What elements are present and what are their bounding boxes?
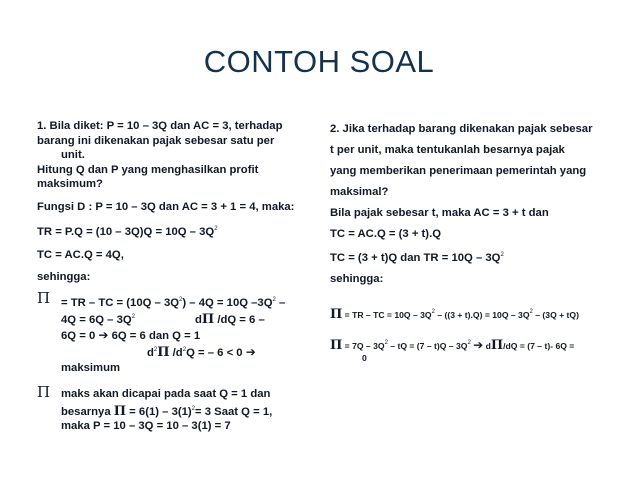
problem-2-column (330, 119, 610, 364)
tr-equation: TR = $P.Q = (10 - 3Q)Q = 10Q - 3Q^2$ (37, 226, 218, 238)
pi-symbol: Π (330, 307, 343, 322)
slide-title: CONTOH SOAL (203, 44, 435, 79)
problem-1-line-2: barang ini dikenakan pajak sebesar satu per (37, 134, 275, 147)
problem-2-profit-line: Π = TR – TC = $10Q - 3Q^2 - ((3 + t).Q) = 10Q - 3Q^2 - (3Q + tQ)$ (330, 307, 579, 322)
profit-line-2: $4Q = 6Q - 3Q^2$ dΠ /dQ = 6 – (61, 312, 265, 327)
maximum-line-1: maks akan dicapai pada saat Q = 1 dan (61, 388, 271, 400)
sehingga-label: sehingga: (37, 271, 91, 283)
demand-function-line: Fungsi D : P = 10 – 3Q dan AC = 3 + 1 = 4, maka: (37, 200, 295, 213)
pi-bullet-icon: Π (37, 383, 51, 401)
arrow-right-icon: ➔ (245, 345, 256, 359)
maximum-line-3: maka P = 10 – 3Q = 10 – 3(1) = 7 (61, 420, 231, 432)
pi-symbol: Π (490, 338, 504, 353)
arrow-right-icon: ➔ (473, 338, 484, 352)
profit-line-5: maksimum (61, 361, 121, 374)
pi-symbol: Π (113, 403, 127, 419)
problem-2-derivative-line: $\Pi = 7Q - 3Q^2$ – tQ = $(7 - t)Q - 3Q^2$ ➔ dΠ/dQ = (7 – t)- 6Q = (330, 338, 575, 353)
profit-line-3: 6Q = 0 ➔ 6Q = 6 dan Q = 1 (61, 327, 201, 342)
pi-symbol: Π (330, 338, 343, 353)
problem-1-line-5: maksimum? (37, 178, 103, 190)
problem-2-line-2: t per unit, maka tentukanlah besarnya pajak (330, 144, 565, 156)
problem-1-column (37, 119, 305, 434)
profit-line-4: $d^2\Pi$ $/d^2Q$ = – 6 < 0 ➔ (147, 345, 256, 360)
problem-2-sehingga: sehingga: (330, 273, 384, 285)
problem-2-zero: 0 (362, 353, 367, 363)
maximum-line-2: besarnya $\Pi = 6(1) - 3(1)^2= 3$ Saat Q = 1, (61, 403, 273, 419)
pi-symbol: Π (157, 345, 170, 360)
problem-2-line-4: maksimal? (330, 186, 389, 198)
arrow-right-icon: ➔ (98, 327, 109, 342)
problem-2-line-1: 2. Jika terhadap barang dikenakan pajak sebesar (330, 123, 593, 135)
tc-equation: TC = AC.Q = 4Q, (37, 248, 124, 261)
problem-2-tr-line: TC = (3 + t)Q dan TR = $10Q - 3Q^2$ (330, 252, 504, 264)
pi-bullet-icon: Π (37, 288, 51, 307)
maximum-bullet (37, 383, 305, 434)
pi-symbol: Π (201, 312, 215, 327)
problem-1-line-1: 1. Bila diket: P = 10 – 3Q dan AC = 3, terhadap (37, 120, 283, 132)
problem-1-line-3: unit. (61, 149, 85, 161)
problem-2-line-5: Bila pajak sebesar t, maka AC = 3 + t dan (330, 207, 549, 219)
problem-2-line-3: yang memberikan penerimaan pemerintah yang (330, 165, 587, 177)
profit-derivation-bullet (37, 288, 305, 376)
profit-line-1: = TR – TC = $(10Q - 3Q^2) - 4Q = 10Q$ $-3Q^2$ – (61, 296, 286, 309)
problem-1-line-4: Hitung Q dan P yang menghasilkan profit (37, 163, 259, 176)
problem-2-tc-line: TC = AC.Q = (3 + t).Q (330, 228, 441, 240)
